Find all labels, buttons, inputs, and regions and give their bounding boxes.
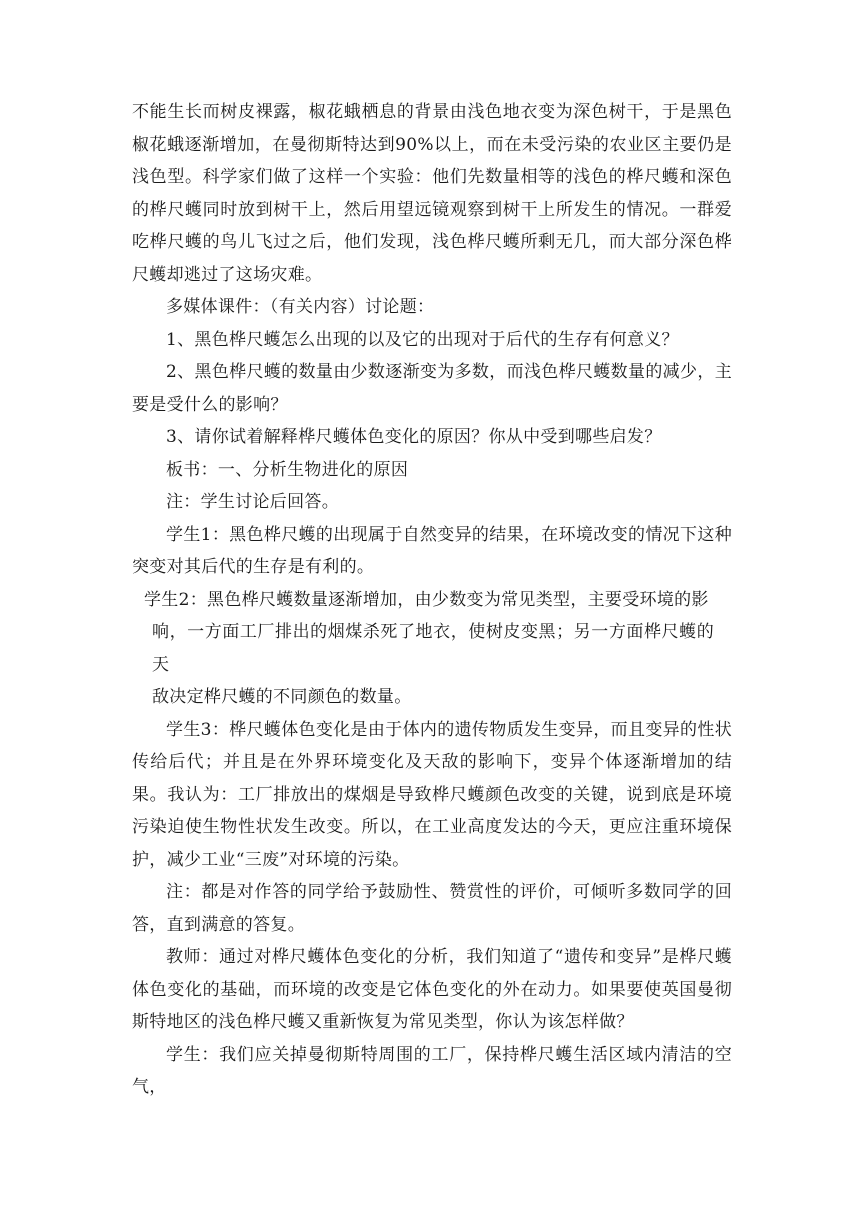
paragraph-question-1: 1、黑色桦尺蠖怎么出现的以及它的出现对于后代的生存有何意义？	[166, 329, 679, 350]
student-2-line-3: 敌决定桦尺蠖的不同颜色的数量。	[152, 687, 412, 707]
paragraph-continuation: 不能生长而树皮裸露，椒花蛾栖息的背景由浅色地衣变为深色树干，于是黑色椒花蛾逐渐增加，在曼彻斯特达到90%以上，而在未受污染的农业区主要仍是浅色型。科学家们做了这样一个实验：他们先数量相等的浅色的桦尺蠖和深色的桦尺蠖同时放到树干上，然后用望远镜观察到树干上所发生的情况。一群爱吃桦尺蠖的鸟儿飞过之后，他们发现，浅色桦尺蠖所剩无几，而大部分深色桦尺蠖却逃过了这场灾难。	[132, 102, 732, 285]
paragraph-question-2: 2、黑色桦尺蠖的数量由少数逐渐变为多数，而浅色桦尺蠖数量的减少，主要是受什么的影响？	[132, 362, 732, 415]
paragraph-note-discussion: 注：学生讨论后回答。	[166, 492, 339, 512]
paragraph-student-2	[144, 584, 714, 714]
paragraph-teacher: 教师：通过对桦尺蠖体色变化的分析，我们知道了“遗传和变异”是桦尺蠖体色变化的基础，而环境的改变是它体色变化的外在动力。如果要使英国曼彻斯特地区的浅色桦尺蠖又重新恢复为常见类型，你认为该怎样做？	[132, 947, 732, 1032]
paragraph-student-1: 学生1：黑色桦尺蠖的出现属于自然变异的结果，在环境改变的情况下这种突变对其后代的生存是有利的。	[132, 524, 732, 577]
student-2-line-2: 响，一方面工厂排出的烟煤杀死了地衣，使树皮变黑；另一方面桦尺蠖的天	[152, 622, 714, 675]
paragraph-student-answer: 学生：我们应关掉曼彻斯特周围的工厂，保持桦尺蠖生活区域内清洁的空气，	[132, 1044, 732, 1097]
paragraph-multimedia-discussion: 多媒体课件：（有关内容）讨论题：	[166, 297, 435, 317]
paragraph-blackboard: 板书：一、分析生物进化的原因	[166, 459, 409, 480]
paragraph-question-3: 3、请你试着解释桦尺蠖体色变化的原因？你从中受到哪些启发？	[166, 427, 662, 447]
student-2-line-1: 学生2：黑色桦尺蠖数量逐渐增加，由少数变为常见类型，主要受环境的影	[144, 589, 709, 610]
paragraph-student-3: 学生3：桦尺蠖体色变化是由于体内的遗传物质发生变异，而且变异的性状传给后代；并且是在外界环境变化及天敌的影响下，变异个体逐渐增加的结果。我认为：工厂排放出的煤烟是导致桦尺蠖颜色改变的关键，说到底是环境污染迫使生物性状发生改变。所以，在工业高度发达的今天，更应注重环境保护，减少工业“三废”对环境的污染。	[132, 719, 732, 870]
paragraph-note-evaluation: 注：都是对作答的同学给予鼓励性、赞赏性的评价，可倾听多数同学的回答，直到满意的答复。	[132, 882, 732, 935]
document-body	[132, 96, 732, 1104]
